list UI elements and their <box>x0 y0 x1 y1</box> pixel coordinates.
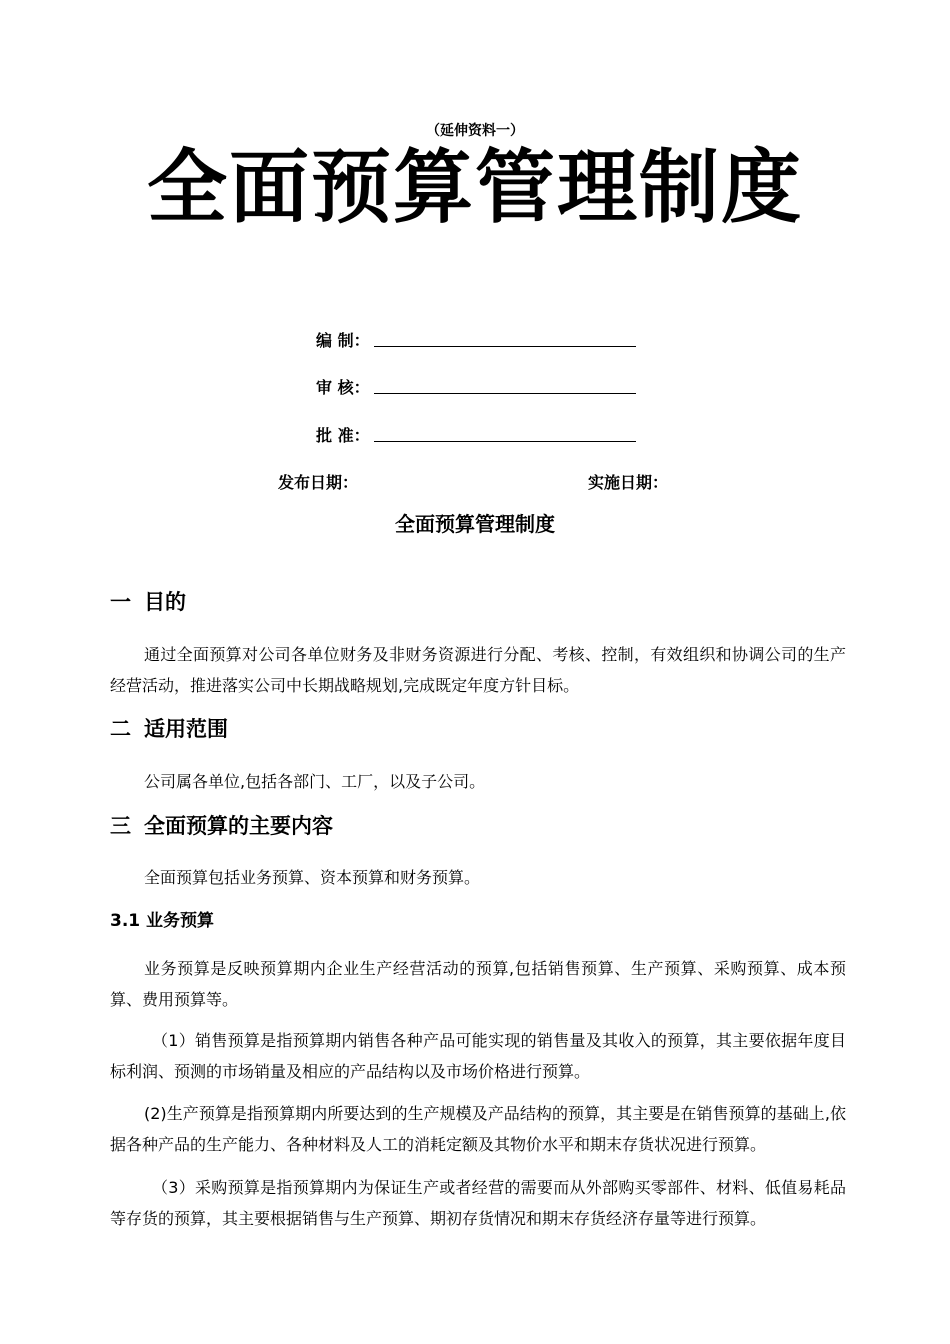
section-heading-3 <box>110 810 333 840</box>
signature-line[interactable] <box>374 441 636 442</box>
subsection-number: 3.1 <box>110 911 141 931</box>
signature-line[interactable] <box>374 346 636 347</box>
section-title: 全面预算的主要内容 <box>144 814 333 838</box>
section-title: 适用范围 <box>144 717 228 741</box>
section-body-3: 全面预算包括业务预算、资本预算和财务预算。 <box>144 868 481 887</box>
budget-item-procurement: （3）采购预算是指预算期内为保证生产或者经营的需要而从外部购买零部件、材料、低值易耗品等存货的预算，其主要根据销售与生产预算、期初存货情况和期末存货经济存量等进行预算。 <box>110 1178 846 1228</box>
publish-date-label: 发布日期： <box>278 473 359 492</box>
subsection-title: 业务预算 <box>146 911 214 931</box>
budget-item-production: (2)生产预算是指预算期内所要达到的生产规模及产品结构的预算，其主要是在销售预算的基础上,依据各种产品的生产能力、各种材料及人工的消耗定额及其物价水平和期末存货状况进行预算。 <box>110 1104 846 1154</box>
section-title: 目的 <box>144 590 186 614</box>
cover-title: 全面预算管理制度 <box>147 141 803 234</box>
effective-date-label: 实施日期： <box>588 473 669 492</box>
section-body-1: 通过全面预算对公司各单位财务及非财务资源进行分配、考核、控制，有效组织和协调公司的生产经营活动，推进落实公司中长期战略规划,完成既定年度方针目标。 <box>110 645 846 695</box>
section-heading-1 <box>110 586 186 616</box>
subsection-intro: 业务预算是反映预算期内企业生产经营活动的预算,包括销售预算、生产预算、采购预算、成本预算、费用预算等。 <box>110 959 846 1009</box>
section-number: 二 <box>110 717 131 741</box>
signature-label: 批 准： <box>316 426 370 445</box>
signature-line[interactable] <box>374 393 636 394</box>
document-title: 全面预算管理制度 <box>395 512 555 536</box>
signature-row-review <box>316 375 374 398</box>
cover-subtitle: （延伸资料一） <box>426 123 524 139</box>
signature-row-compile <box>316 328 374 351</box>
signature-label: 编 制： <box>316 331 370 350</box>
subsection-heading <box>110 906 214 931</box>
section-body-2: 公司属各单位,包括各部门、工厂，以及子公司。 <box>144 772 486 791</box>
section-number: 三 <box>110 814 131 838</box>
signature-row-approve <box>316 423 374 446</box>
section-heading-2 <box>110 713 228 743</box>
budget-item-sales: （1）销售预算是指预算期内销售各种产品可能实现的销售量及其收入的预算，其主要依据年度目标利润、预测的市场销量及相应的产品结构以及市场价格进行预算。 <box>110 1031 846 1081</box>
section-number: 一 <box>110 590 131 614</box>
signature-label: 审 核： <box>316 378 370 397</box>
